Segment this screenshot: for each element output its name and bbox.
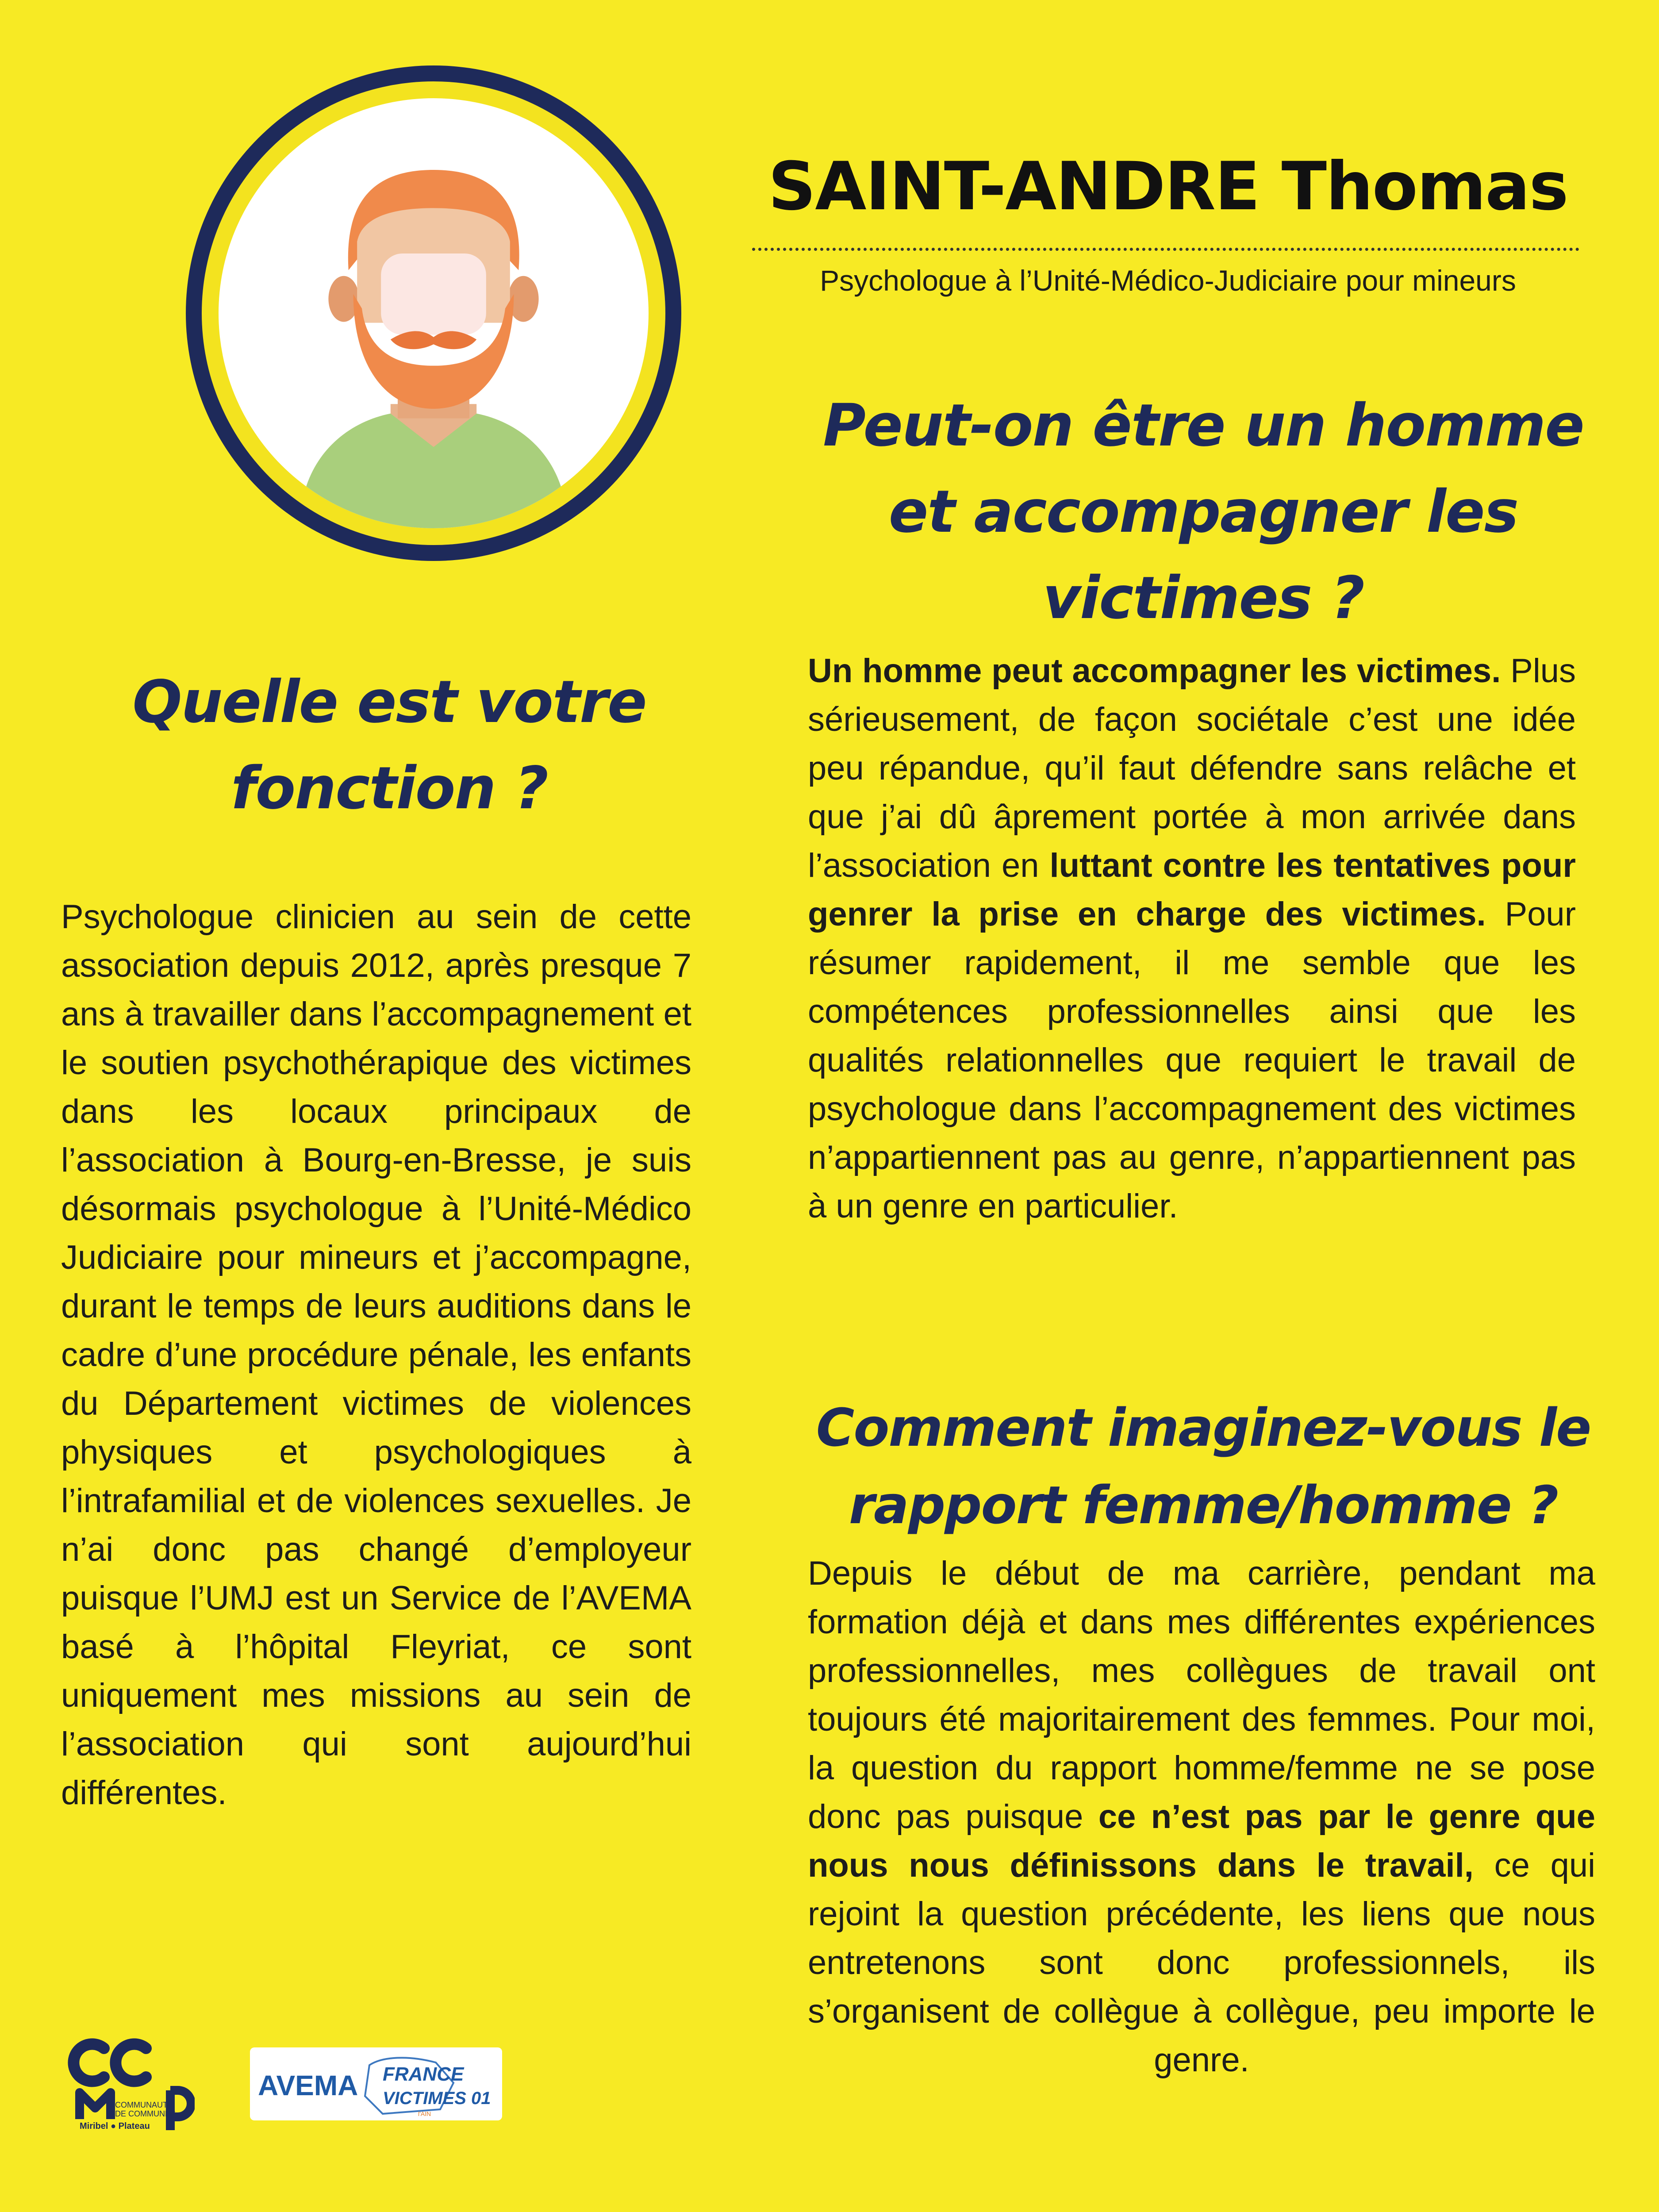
answer-rapport [808, 1549, 1595, 2085]
svg-text:FRANCE: FRANCE [383, 2063, 464, 2085]
answer-emphasis: ce n’est pas par le genre que nous nous définissons dans le travail, [808, 1798, 1596, 1884]
svg-text:DE COMMUNES: DE COMMUNES [115, 2109, 176, 2118]
question-heading-homme-victimes: Peut-on être un homme et accompagner les victimes ? [823, 392, 1584, 632]
question-heading-fonction: Quelle est votre fonction ? [132, 668, 646, 822]
svg-text:Miribel ● Plateau: Miribel ● Plateau [80, 2121, 150, 2131]
bearded-man-avatar-icon [219, 98, 649, 528]
svg-text:l'AIN: l'AIN [418, 2110, 431, 2117]
answer-text: ce qui rejoint la question précédente, les liens que nous entretenons sont donc professionnels, ils s’organisent de collègue à collègue, peu importe le genre. [808, 1847, 1595, 2079]
svg-text:COMMUNAUTÉ: COMMUNAUTÉ [115, 2101, 173, 2109]
person-role: Psychologue à l’Unité-Médico-Judiciaire pour mineurs [820, 264, 1516, 297]
question-heading-rapport: Comment imaginez-vous le rapport femme/homme ? [816, 1397, 1591, 1536]
answer-homme-victimes [808, 647, 1576, 1231]
header-divider [752, 248, 1579, 251]
person-name: SAINT-ANDRE Thomas [768, 148, 1568, 225]
answer-text: Pour résumer rapidement, il me semble que les compétences professionnelles ainsi que les qualités relationnelles que requiert le travail de psychologue dans l’accompagnement des victimes n’appartiennent pas au genre, n’appartiennent pas à un genre en particulier. [808, 895, 1576, 1225]
answer-emphasis: Un homme peut accompagner les victimes. [808, 652, 1501, 690]
avatar [186, 65, 681, 561]
answer-fonction: Psychologue clinicien au sein de cette association depuis 2012, après presque 7 ans à travailler dans l’accompagnement et le soutien psychothérapique des victimes dans les locaux principaux de l’association à Bourg-en-Bresse, je suis désormais psychologue à l’Unité-Médico Judiciaire pour mineurs et j’accompagne, durant le temps de leurs auditions dans le cadre d’une procédure pénale, les enfants du Département victimes de violences physiques et psychologiques à l’intrafamilial et de violences sexuelles. Je n’ai donc pas changé d’employeur puisque l’UMJ est un Service de l’AVEMA basé à l’hôpital Fleyriat, ce sont uniquement mes missions au sein de l’association qui sont aujourd’hui différentes. [61, 898, 691, 1812]
svg-text:AVEMA: AVEMA [258, 2070, 358, 2101]
avema-france-victimes-logo [250, 2047, 502, 2120]
svg-text:VICTIMES 01: VICTIMES 01 [383, 2089, 491, 2108]
answer-emphasis: luttant contre les tentatives pour genrer la prise en charge des victimes. [808, 847, 1576, 933]
answer-text: Depuis le début de ma carrière, pendant ma formation déjà et dans mes différentes expériences professionnelles, mes collègues de travail ont toujours été majoritairement des femmes. Pour moi, la question du rapport homme/femme ne se pose donc pas puisque [808, 1555, 1595, 1836]
ccmp-logo [62, 2035, 195, 2132]
answer-text: Plus sérieusement, de façon sociétale c’est une idée peu répandue, qu’il faut défendre sans relâche et que j’ai dû âprement portée à mon arrivée dans l’association en [808, 652, 1576, 884]
